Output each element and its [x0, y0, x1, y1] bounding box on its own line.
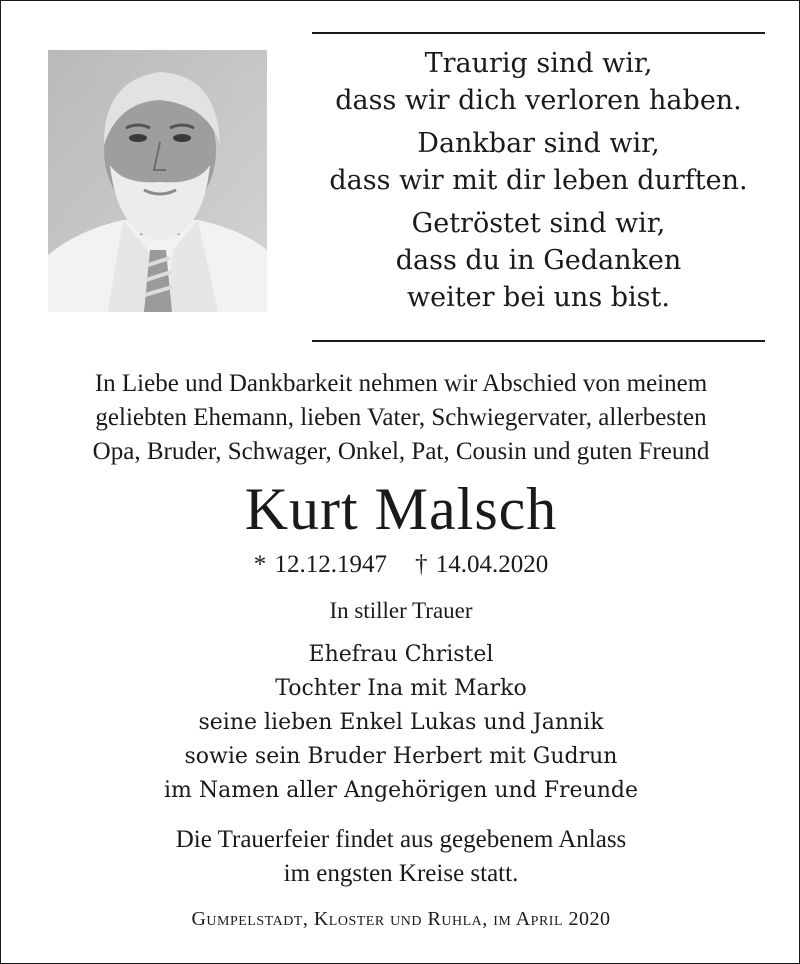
ceremony-line: Die Trauerfeier findet aus gegebenem Anlass — [175, 826, 627, 853]
mourner-line: im Namen aller Angehörigen und Freunde — [163, 778, 639, 803]
poem-line: dass wir mit dir leben durften. — [329, 165, 748, 196]
poem-line: weiter bei uns bist. — [407, 282, 670, 313]
ceremony-line: im engsten Kreise statt. — [283, 860, 519, 887]
poem-stanza — [312, 205, 765, 316]
ceremony-note — [1, 823, 800, 891]
intro-line: geliebten Ehemann, lieben Vater, Schwiegervater, allerbesten — [95, 404, 707, 431]
death-date: † 14.04.2020 — [415, 551, 549, 578]
mourner-line: sowie sein Bruder Herbert mit Gudrun — [184, 744, 618, 769]
farewell-intro — [1, 367, 800, 469]
poem-line: Traurig sind wir, — [424, 48, 653, 79]
poem-line: dass wir dich verloren haben. — [335, 85, 742, 116]
memorial-poem — [312, 45, 765, 322]
intro-line: In Liebe und Dankbarkeit nehmen wir Abschied von meinem — [94, 370, 708, 397]
intro-line: Opa, Bruder, Schwager, Onkel, Pat, Cousin und guten Freund — [92, 438, 710, 465]
mourners-list — [1, 638, 800, 808]
poem-line: Dankbar sind wir, — [417, 128, 660, 159]
deceased-name: Kurt Malsch — [244, 476, 558, 542]
place-and-date: Gumpelstadt, Kloster und Ruhla, im April 2020 — [191, 908, 611, 930]
mourner-line: Ehefrau Christel — [308, 642, 494, 667]
mourner-line: seine lieben Enkel Lukas und Jannik — [198, 710, 604, 735]
poem-stanza — [312, 125, 765, 199]
top-divider — [312, 32, 765, 34]
portrait-image — [48, 50, 267, 312]
life-dates — [1, 549, 800, 581]
portrait-photo — [48, 50, 267, 312]
poem-line: dass du in Gedanken — [395, 245, 682, 276]
poem-stanza — [312, 45, 765, 119]
poem-line: Getröstet sind wir, — [411, 208, 666, 239]
birth-date: * 12.12.1947 — [253, 551, 387, 578]
mourner-line: Tochter Ina mit Marko — [275, 676, 527, 701]
bottom-divider — [312, 340, 765, 342]
mourning-label: In stiller Trauer — [329, 598, 473, 623]
